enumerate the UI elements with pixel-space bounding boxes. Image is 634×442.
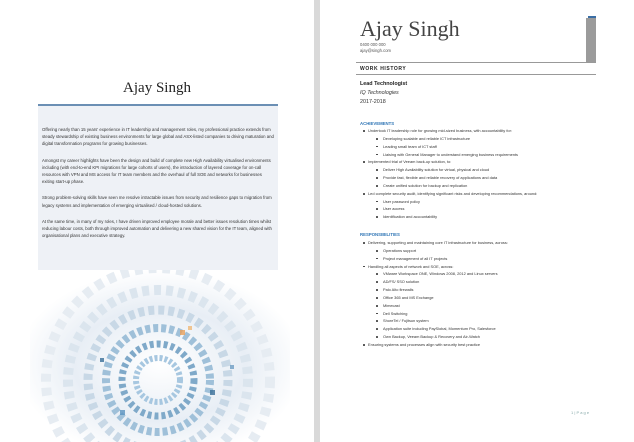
- responsibility-item: Own Backup, Veeam Backup & Recovery and Air-Watch: [368, 333, 508, 341]
- profile-paragraph-2: Amongst my career highlights have been the design and build of complete new High Availability virtualised environments including (with end-to-end KPI migrations for large cohorts of users), the introduction of layered coverage for on-call resources with VPN and MS access for IT team members and the overhaul of full SOE and networks for businesses exiting start-up phase.: [42, 157, 271, 185]
- profile-summary: [42, 126, 274, 248]
- responsibilities-list: [368, 239, 508, 349]
- decorative-radial-graphic: [30, 270, 290, 442]
- achievements-list: [368, 127, 537, 221]
- responsibility-item: Dell Switching: [368, 310, 508, 318]
- achievement-item: Implemented trial of Veeam back-up solution, to:: [368, 158, 537, 166]
- achievement-item: User password policy: [368, 198, 537, 206]
- responsibility-item: Handling all aspects of network and SOE, across:: [368, 263, 508, 271]
- achievement-item: Provide fast, flexible and reliable recovery of applications and data: [368, 174, 537, 182]
- page-footer: 1 | P a g e: [571, 410, 590, 415]
- responsibility-item: Application suite including PaySlobal, Momentum Pro, Salesforce: [368, 325, 508, 333]
- header-accent-bar: [586, 18, 596, 62]
- achievement-item: Undertook IT leadership role for growing mid-sized business, with accountability for:: [368, 127, 537, 135]
- resume-name: Ajay Singh: [360, 16, 460, 41]
- responsibility-item: Operations support: [368, 247, 508, 255]
- contact-phone: 0400 000 000: [360, 42, 386, 47]
- achievement-item: Leading small team of ICT staff: [368, 143, 537, 151]
- section-rule-top: [356, 62, 596, 63]
- responsibility-item: Palo Alto firewalls: [368, 286, 508, 294]
- achievement-item: Led complete security audit, identifying significant risks and developing recommendations, around:: [368, 190, 538, 196]
- job-entry: [360, 81, 407, 105]
- responsibility-item: AD/FS/ SSO solution: [368, 278, 508, 286]
- achievement-item: Create unified solution for backup and replication: [368, 182, 537, 190]
- achievements-heading: ACHIEVEMENTS: [360, 121, 395, 126]
- responsibility-item: ShoreTel / Fujitsun system: [368, 317, 508, 325]
- achievement-item: Developing scalable and reliable ICT infrastructure: [368, 135, 537, 143]
- contact-email: ajay@singh.com: [360, 48, 392, 53]
- job-company: IQ Technologies: [360, 90, 399, 96]
- achievement-item: Liaising with General Manager to understand emerging business requirements: [368, 151, 537, 159]
- document-page-2: [320, 0, 634, 442]
- achievement-item: User access: [368, 205, 537, 213]
- document-page-1: [0, 0, 314, 442]
- responsibility-item: Project management of all IT projects: [368, 255, 508, 263]
- job-title: Lead Technologist: [360, 81, 408, 87]
- profile-paragraph-3: Strong problem-solving skills have seen me resolve intractable issues from security and resilience gaps to migration from legacy systems and implementation of emerging virtualised / cloud-hosted solutions.: [42, 195, 272, 208]
- section-rule-bottom: [356, 74, 596, 75]
- profile-paragraph-4: At the same time, in many of my roles, I have driven improved employee morale and better issues resolution times whilst reducing labour costs, both through improved automation and delivering a new shared vision for the IT team, aligned with organisational plans and executive strategy.: [42, 218, 272, 239]
- work-history-heading: WORK HISTORY: [360, 66, 407, 72]
- job-years: 2017-2018: [360, 99, 386, 105]
- achievement-item: Identification and accountability: [368, 213, 537, 221]
- profile-paragraph-1: Offering nearly than 15 years' experience in IT leadership and management roles, my professional practice extends from steady stewardship of existing business environments for large global and ASX-listed companies to driving maturation and digital transformation programs for growing businesses.: [42, 127, 274, 147]
- achievement-item: Deliver High Availability solution for virtual, physical and cloud: [368, 166, 537, 174]
- responsibility-item: Office 365 and MS Exchange: [368, 294, 508, 302]
- cover-name: Ajay Singh: [123, 80, 191, 96]
- responsibility-item: Delivering, supporting and maintaining core IT infrastructure for business, across:: [368, 240, 508, 245]
- responsibility-item: Mimecast: [368, 302, 508, 310]
- responsibility-item: Ensuring systems and processes align with security best practice: [368, 341, 508, 349]
- responsibilities-heading: RESPONSIBILITIES: [360, 232, 400, 237]
- responsibility-item: VMware Workspace ONE, Windows 2008, 2012 and Linux servers: [368, 270, 508, 278]
